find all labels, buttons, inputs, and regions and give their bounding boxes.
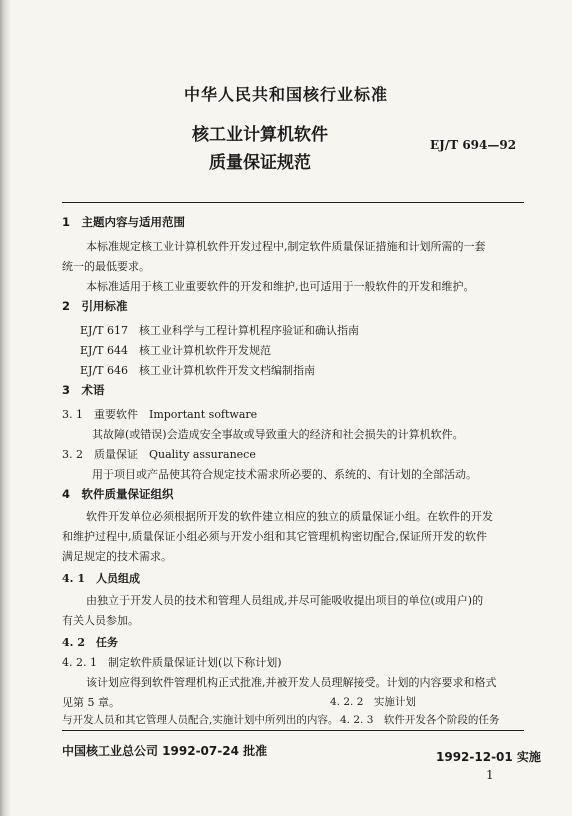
- term-3-2: 3. 2 质量保证 Quality assuranece: [62, 448, 256, 461]
- approval-line: 中国核工业总公司 1992-07-24 批准: [62, 744, 268, 758]
- subsection-4-2-1-line-2: 见第 5 章。: [62, 696, 120, 709]
- term-3-2-definition: 用于项目或产品使其符合规定技术需求所必要的、系统的、有计划的全部活动。: [92, 468, 477, 481]
- standard-code: EJ/T 694—92: [430, 138, 517, 152]
- implementation-date: 1992-12-01 实施: [436, 750, 541, 764]
- section-1-paragraph-1-line-1: 本标准规定核工业计算机软件开发过程中,制定软件质量保证措施和计划所需的一套: [86, 240, 486, 253]
- header-divider: [62, 202, 524, 203]
- subsection-4-2-2-heading: 4. 2. 2 实施计划: [330, 696, 416, 708]
- footer-divider: [62, 730, 524, 731]
- term-3-1-definition: 其故障(或错误)会造成安全事故或导致重大的经济和社会损失的计算机软件。: [92, 428, 464, 441]
- organization-heading: 中华人民共和国核行业标准: [183, 85, 388, 104]
- subsection-4-2-1-line-1: 该计划应得到软件管理机构正式批准,并被开发人员理解接受。计划的内容要求和格式: [86, 676, 497, 689]
- title-line-2: 质量保证规范: [209, 153, 311, 173]
- subsection-4-2-2-paragraph: 与开发人员和其它管理人员配合,实施计划中所列出的内容。: [62, 714, 339, 726]
- section-4-paragraph-line-2: 和维护过程中,质量保证小组必须与开发小组和其它管理机构密切配合,保证所开发的软件: [62, 530, 487, 543]
- subsection-4-1-heading: 4. 1 人员组成: [62, 572, 140, 585]
- page-number: 1: [486, 768, 494, 782]
- section-4-paragraph-line-1: 软件开发单位必须根据所开发的软件建立相应的独立的质量保证小组。在软件的开发: [86, 510, 493, 523]
- reference-item: EJ/T 617 核工业科学与工程计算机程序验证和确认指南: [80, 324, 359, 337]
- section-1-heading: 1 主题内容与适用范围: [62, 215, 186, 229]
- section-1-paragraph-2: 本标准适用于核工业重要软件的开发和维护,也可适用于一般软件的开发和维护。: [86, 280, 475, 293]
- subsection-4-2-heading: 4. 2 任务: [62, 636, 118, 649]
- subsection-4-1-line-2: 有关人员参加。: [62, 614, 139, 627]
- title-line-1: 核工业计算机软件: [192, 125, 328, 145]
- reference-item: EJ/T 644 核工业计算机软件开发规范: [80, 344, 271, 357]
- section-2-heading: 2 引用标准: [62, 299, 128, 313]
- term-3-1: 3. 1 重要软件 Important software: [62, 408, 258, 421]
- subsection-4-2-3-heading: 4. 2. 3 软件开发各个阶段的任务: [340, 714, 500, 726]
- subsection-4-2-1-heading: 4. 2. 1 制定软件质量保证计划(以下称计划): [62, 656, 282, 669]
- section-4-paragraph-line-3: 满足规定的技术需求。: [62, 550, 172, 563]
- reference-item: EJ/T 646 核工业计算机软件开发文档编制指南: [80, 364, 315, 377]
- subsection-4-1-line-1: 由独立于开发人员的技术和管理人员组成,并尽可能吸收提出项目的单位(或用户)的: [86, 594, 484, 607]
- section-1-paragraph-1-line-2: 统一的最低要求。: [62, 260, 150, 273]
- section-3-heading: 3 术语: [62, 383, 105, 397]
- section-4-heading: 4 软件质量保证组织: [62, 487, 174, 501]
